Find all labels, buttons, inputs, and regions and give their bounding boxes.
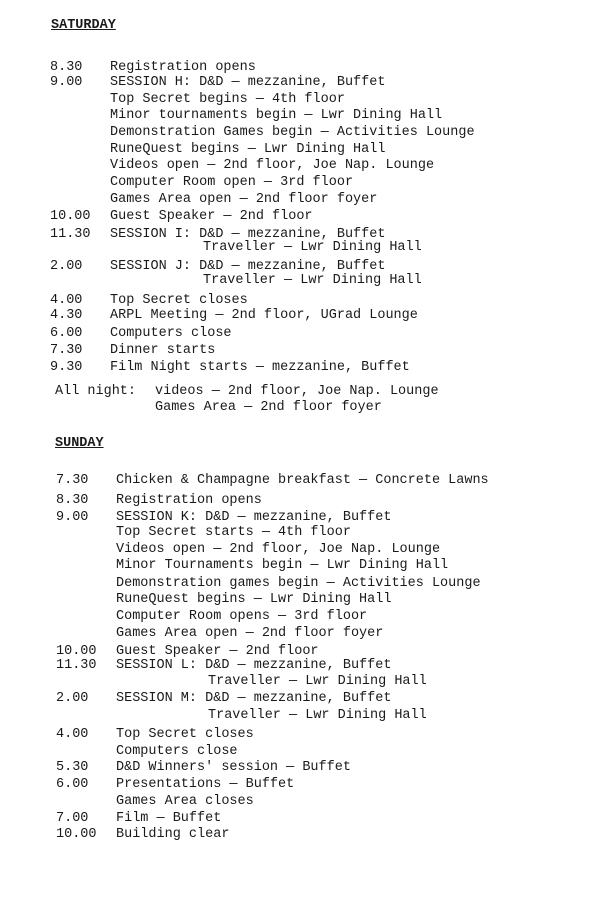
schedule-time: 10.00 [56,644,97,659]
schedule-event: SESSION M: D&D — mezzanine, Buffet [116,691,392,706]
schedule-event: Presentations — Buffet [116,777,295,792]
schedule-event: SESSION J: D&D — mezzanine, Buffet [110,259,386,274]
schedule-event: Traveller — Lwr Dining Hall [203,240,422,255]
schedule-event: Guest Speaker — 2nd floor [116,644,319,659]
schedule-event: Games Area open — 2nd floor foyer [116,626,384,641]
sunday-heading: SUNDAY [55,436,104,451]
schedule-time: 10.00 [56,827,97,842]
schedule-time: 9.00 [56,510,89,525]
schedule-event: Computers close [110,326,232,341]
schedule-event: SESSION K: D&D — mezzanine, Buffet [116,510,392,525]
schedule-time: 10.00 [50,209,91,224]
schedule-event: SESSION L: D&D — mezzanine, Buffet [116,658,392,673]
schedule-event: Top Secret begins — 4th floor [110,92,345,107]
schedule-time: 4.00 [56,727,89,742]
schedule-event: Computer Room open — 3rd floor [110,175,354,190]
schedule-event: Games Area closes [116,794,254,809]
schedule-event: Top Secret closes [110,293,248,308]
schedule-time: 8.30 [56,493,89,508]
schedule-event: Guest Speaker — 2nd floor [110,209,313,224]
all-night-label: All night: [55,384,137,399]
schedule-event: Top Secret starts — 4th floor [116,525,351,540]
schedule-event: D&D Winners' session — Buffet [116,760,351,775]
schedule-time: 4.00 [50,293,83,308]
schedule-event: Registration opens [116,493,262,508]
schedule-event: ARPL Meeting — 2nd floor, UGrad Lounge [110,308,418,323]
schedule-event: RuneQuest begins — Lwr Dining Hall [110,142,386,157]
schedule-time: 6.00 [56,777,89,792]
schedule-event: Games Area open — 2nd floor foyer [110,192,378,207]
schedule-time: 11.30 [50,227,91,242]
schedule-event: Computer Room opens — 3rd floor [116,609,368,624]
all-night-item: Games Area — 2nd floor foyer [155,400,382,415]
all-night-item: videos — 2nd floor, Joe Nap. Lounge [155,384,439,399]
schedule-time: 9.00 [50,75,83,90]
schedule-event: Demonstration Games begin — Activities Lounge [110,125,475,140]
schedule-time: 7.30 [50,343,83,358]
schedule-time: 7.00 [56,811,89,826]
schedule-time: 5.30 [56,760,89,775]
schedule-event: SESSION H: D&D — mezzanine, Buffet [110,75,386,90]
schedule-event: Building clear [116,827,230,842]
schedule-time: 8.30 [50,60,83,75]
schedule-event: Traveller — Lwr Dining Hall [208,708,427,723]
schedule-event: Computers close [116,744,238,759]
schedule-event: Chicken & Champagne breakfast — Concrete Lawns [116,473,489,488]
schedule-event: Minor Tournaments begin — Lwr Dining Hall [116,558,449,573]
schedule-time: 9.30 [50,360,83,375]
schedule-event: Traveller — Lwr Dining Hall [208,674,427,689]
schedule-event: RuneQuest begins — Lwr Dining Hall [116,592,392,607]
schedule-time: 7.30 [56,473,89,488]
schedule-event: Film Night starts — mezzanine, Buffet [110,360,410,375]
schedule-event: SESSION I: D&D — mezzanine, Buffet [110,227,386,242]
schedule-event: Top Secret closes [116,727,254,742]
schedule-time: 2.00 [56,691,89,706]
schedule-event: Registration opens [110,60,256,75]
schedule-event: Film — Buffet [116,811,222,826]
schedule-time: 11.30 [56,658,97,673]
schedule-time: 6.00 [50,326,83,341]
schedule-event: Videos open — 2nd floor, Joe Nap. Lounge [110,158,435,173]
schedule-time: 4.30 [50,308,83,323]
schedule-event: Traveller — Lwr Dining Hall [203,273,422,288]
schedule-event: Demonstration games begin — Activities Lounge [116,576,481,591]
schedule-time: 2.00 [50,259,83,274]
schedule-event: Minor tournaments begin — Lwr Dining Hall [110,108,443,123]
schedule-event: Dinner starts [110,343,216,358]
saturday-heading: SATURDAY [51,18,116,33]
schedule-event: Videos open — 2nd floor, Joe Nap. Lounge [116,542,441,557]
